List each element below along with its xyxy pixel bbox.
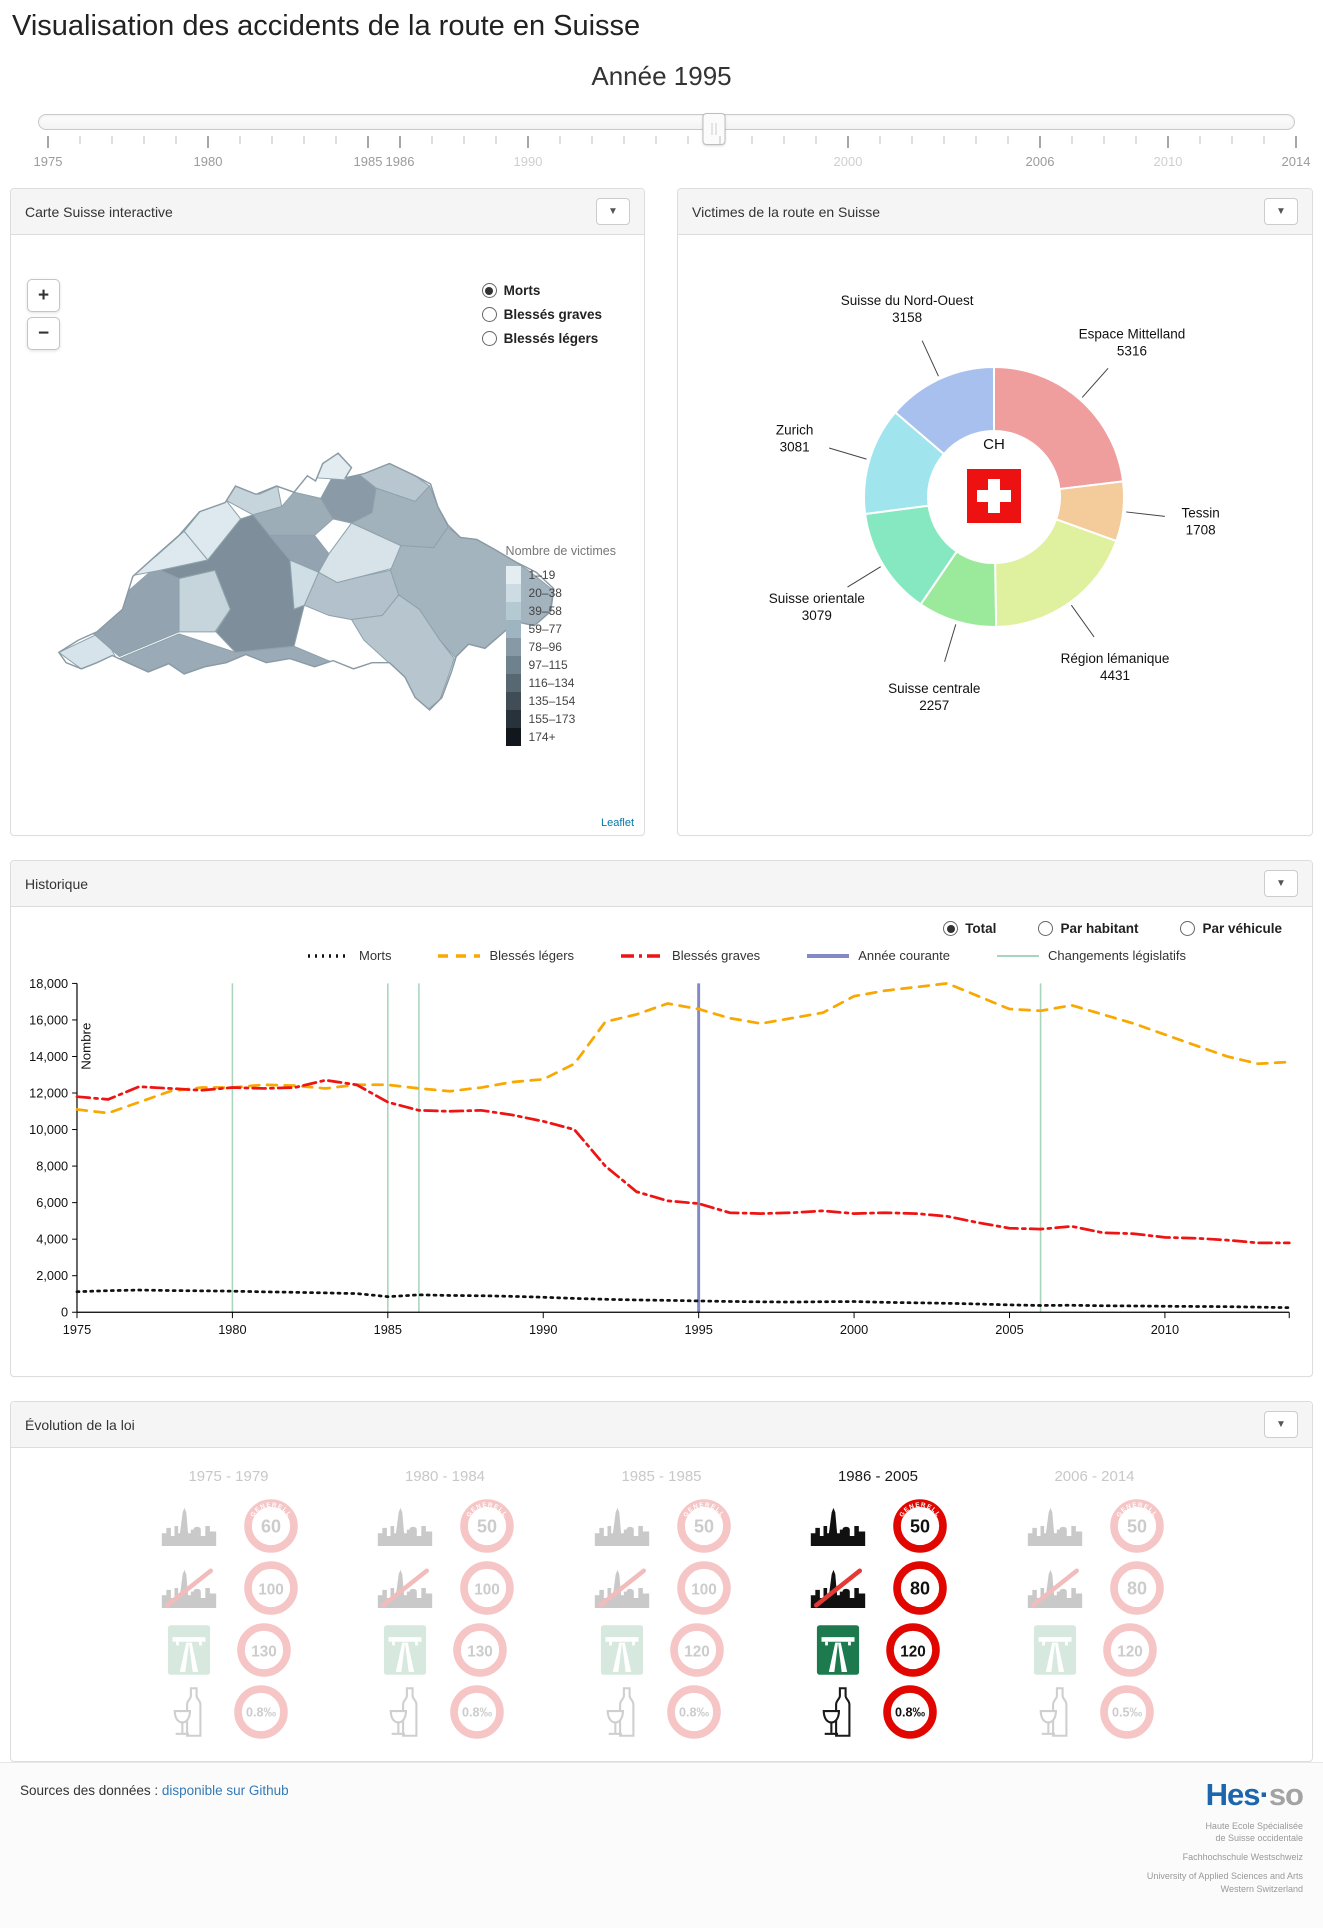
alcohol-bottle-icon (170, 1685, 208, 1739)
speed-sign-icon (883, 1685, 937, 1739)
legend-label: Blessés graves (672, 948, 761, 963)
map-legend-swatch (506, 620, 521, 638)
radio-map-bless-s-graves[interactable] (482, 307, 602, 322)
history-panel (10, 860, 1313, 1377)
law-period-column (1026, 1462, 1164, 1743)
history-line-chart (23, 965, 1302, 1365)
slider-tick-label: 1986 (385, 154, 415, 169)
x-tick-label: 1995 (684, 1321, 713, 1337)
svg-text:100: 100 (690, 1581, 717, 1599)
speed-sign-generell-icon (677, 1499, 731, 1553)
speed-sign-icon (667, 1685, 721, 1739)
svg-text:GENERELL: GENERELL (898, 1501, 942, 1519)
y-tick-label: 12,000 (29, 1085, 69, 1101)
law-rule-row (816, 1619, 940, 1681)
law-rule-row (819, 1681, 937, 1743)
legend-label: Morts (358, 948, 392, 963)
law-period-label: 1985 - 1985 (621, 1468, 702, 1485)
zoom-out-button[interactable]: − (27, 317, 60, 350)
donut-label-leader (945, 624, 956, 661)
victims-body (678, 235, 1312, 795)
x-tick-label: 2000 (839, 1321, 869, 1337)
y-tick-label: 16,000 (29, 1012, 69, 1028)
history-panel-title: Historique (25, 875, 89, 892)
donut-slice-label: Zurich 3081 (775, 422, 814, 455)
page-title: Visualisation des accidents de la route en Suisse (12, 10, 641, 42)
map-legend-item (506, 620, 616, 638)
victims-panel-header (678, 189, 1312, 235)
law-rule-row (167, 1619, 291, 1681)
law-rule-row (376, 1495, 514, 1557)
svg-text:0.5‰: 0.5‰ (1111, 1705, 1142, 1720)
history-legend-item (806, 948, 950, 963)
x-tick-label: 1975 (62, 1321, 92, 1337)
speed-sign-icon (450, 1685, 504, 1739)
donut-slice[interactable] (995, 519, 1116, 627)
map-zoom-controls (27, 279, 60, 350)
svg-text:100: 100 (474, 1581, 500, 1599)
map-legend-swatch (506, 728, 521, 746)
speed-sign-icon (234, 1685, 288, 1739)
x-tick-label: 2005 (995, 1321, 1024, 1337)
map-legend-title: Nombre de victimes (505, 544, 616, 558)
sources-text (20, 1779, 289, 1798)
speed-sign-icon (244, 1561, 298, 1615)
map-collapse-button[interactable]: ▼ (596, 198, 630, 225)
city-icon (593, 1505, 651, 1547)
leaflet-attribution-link[interactable]: Leaflet (600, 817, 634, 829)
map-legend-swatch (506, 692, 521, 710)
history-body (11, 907, 1312, 1376)
x-tick-label: 1990 (529, 1321, 558, 1337)
victims-panel-title: Victimes de la route en Suisse (692, 203, 881, 220)
github-link[interactable]: disponible sur Github (161, 1783, 289, 1798)
slider-tick-label: 1980 (193, 154, 223, 169)
radio-icon[interactable] (1180, 921, 1195, 936)
donut-label-leader (1126, 512, 1165, 516)
legend-line-sample-icon (806, 952, 850, 960)
law-rule-row (383, 1619, 507, 1681)
history-mode-radios (23, 915, 1300, 938)
year-slider-axis (10, 134, 1313, 178)
donut-label-leader (922, 341, 938, 376)
y-tick-label: 2,000 (36, 1268, 69, 1284)
donut-label-leader (1071, 605, 1094, 637)
radio-icon[interactable] (943, 921, 958, 936)
map-legend-swatch (506, 638, 521, 656)
svg-text:0.8‰: 0.8‰ (245, 1705, 276, 1720)
svg-text:50: 50 (1126, 1516, 1147, 1537)
slider-tick-label: 2006 (1025, 154, 1055, 169)
history-legend-item (620, 948, 760, 963)
speed-sign-icon (1100, 1685, 1154, 1739)
svg-text:0.8‰: 0.8‰ (894, 1705, 926, 1720)
law-panel-title: Évolution de la loi (25, 1416, 135, 1433)
city-end-icon (160, 1567, 218, 1609)
legend-label: Année courante (858, 948, 950, 963)
map-legend-item (506, 584, 616, 602)
map-legend-item (506, 710, 616, 728)
radio-map-morts[interactable] (482, 283, 602, 298)
law-rule-row (1036, 1681, 1154, 1743)
law-rule-row (376, 1557, 514, 1619)
y-tick-label: 0 (61, 1304, 69, 1320)
speed-sign-icon (1110, 1561, 1164, 1615)
series-bless-s-l-gers (77, 983, 1289, 1113)
top-row (10, 188, 1313, 836)
svg-text:130: 130 (250, 1643, 277, 1661)
map-panel-header (11, 189, 644, 235)
y-tick-label: 8,000 (36, 1158, 69, 1174)
page (0, 10, 1323, 1928)
svg-text:120: 120 (900, 1643, 926, 1661)
speed-sign-generell-icon (893, 1499, 947, 1553)
law-rule-row (1033, 1619, 1157, 1681)
y-tick-label: 18,000 (29, 975, 69, 991)
svg-text:80: 80 (1126, 1578, 1147, 1599)
donut-slice-label: Suisse centrale 2257 (888, 681, 981, 714)
radio-label: Morts (503, 283, 541, 298)
map-legend-swatch (506, 566, 521, 584)
svg-text:120: 120 (1116, 1643, 1143, 1661)
hes-so-wordmark: Hes·so (1205, 1777, 1303, 1812)
donut-label-leader (1082, 368, 1108, 397)
svg-text:50: 50 (909, 1516, 931, 1537)
law-rule-row (1026, 1495, 1164, 1557)
city-end-icon (1026, 1567, 1084, 1609)
map-legend-swatch (506, 602, 521, 620)
speed-sign-icon (1103, 1623, 1157, 1677)
law-period-label: 2006 - 2014 (1054, 1468, 1135, 1485)
speed-sign-generell-icon (460, 1499, 514, 1553)
alcohol-bottle-icon (1036, 1685, 1074, 1739)
history-chart-legend (193, 948, 1300, 963)
hes-so-logo (1147, 1779, 1303, 1902)
law-panel (10, 1401, 1313, 1762)
law-rule-row (160, 1495, 298, 1557)
speed-sign-icon (237, 1623, 291, 1677)
radio-icon[interactable] (1038, 921, 1053, 936)
map-legend-label: 116–134 (528, 675, 575, 690)
svg-text:GENERELL: GENERELL (681, 1501, 726, 1519)
sources-label: Sources des données : (20, 1783, 159, 1798)
map-legend-item (506, 638, 616, 656)
radio-icon[interactable] (482, 307, 497, 322)
series-bless-s-graves (77, 1080, 1289, 1243)
highway-icon (600, 1624, 644, 1676)
alcohol-bottle-icon (819, 1685, 857, 1739)
radio-label: Total (965, 921, 997, 936)
law-panel-header (11, 1402, 1312, 1448)
map-legend-item (506, 656, 616, 674)
speed-sign-icon (886, 1623, 940, 1677)
legend-line-sample-icon (620, 952, 664, 960)
map-panel-title: Carte Suisse interactive (25, 203, 173, 220)
map-legend-label: 39–58 (528, 603, 562, 618)
history-legend-item (437, 948, 574, 963)
speed-sign-icon (460, 1561, 514, 1615)
law-collapse-button[interactable]: ▼ (1264, 1411, 1298, 1438)
svg-text:GENERELL: GENERELL (465, 1501, 509, 1519)
law-rule-row (593, 1495, 731, 1557)
radio-history-par-v-hicule[interactable] (1180, 921, 1282, 936)
donut-slice-label: Tessin 1708 (1181, 505, 1220, 538)
zoom-in-button[interactable]: + (27, 279, 60, 312)
radio-label: Par habitant (1060, 921, 1139, 936)
y-tick-label: 10,000 (29, 1121, 69, 1137)
hes-so-subtext-group: Haute Ecole Spécialisée de Suisse occidentale (1205, 1821, 1303, 1844)
city-icon (160, 1505, 218, 1547)
speed-sign-icon (677, 1561, 731, 1615)
speed-sign-icon (670, 1623, 724, 1677)
map-body (11, 235, 644, 835)
law-rule-row (170, 1681, 288, 1743)
donut-slice-label: Suisse du Nord-Ouest 3158 (840, 293, 974, 326)
history-collapse-button[interactable]: ▼ (1264, 870, 1298, 897)
svg-text:50: 50 (476, 1516, 498, 1537)
law-rule-row (603, 1681, 721, 1743)
svg-text:0.8‰: 0.8‰ (461, 1705, 493, 1720)
law-period-column (376, 1462, 514, 1743)
map-legend-label: 97–115 (528, 657, 568, 672)
law-period-column (593, 1462, 731, 1743)
y-axis-title: Nombre (78, 1022, 94, 1070)
city-icon (1026, 1505, 1084, 1547)
svg-text:50: 50 (693, 1516, 714, 1537)
radio-map-bless-s-l-gers[interactable] (482, 331, 602, 346)
y-tick-label: 4,000 (36, 1231, 69, 1247)
map-legend-swatch (506, 656, 521, 674)
city-end-icon (593, 1567, 651, 1609)
history-panel-header (11, 861, 1312, 907)
svg-text:100: 100 (257, 1581, 284, 1599)
slider-tick-label: 2010 (1153, 154, 1183, 169)
svg-text:GENERELL: GENERELL (248, 1501, 293, 1519)
donut-slice-label: Suisse orientale 3079 (768, 590, 865, 623)
map-legend-swatch (506, 710, 521, 728)
victims-donut-chart (678, 235, 1310, 793)
slider-tick-label: 1985 (353, 154, 383, 169)
hes-so-subtext-group: Fachhochschule Westschweiz (1182, 1852, 1303, 1863)
map-legend-label: 135–154 (528, 693, 576, 708)
victims-panel (677, 188, 1313, 836)
highway-icon (1033, 1624, 1077, 1676)
law-rule-row (809, 1557, 947, 1619)
year-slider-track[interactable] (38, 114, 1295, 130)
map-legend-item (506, 674, 616, 692)
map-metric-radios (482, 283, 602, 346)
history-legend-item (307, 948, 392, 963)
radio-label: Par véhicule (1202, 921, 1282, 936)
highway-icon (816, 1624, 860, 1676)
map-legend-label: 155–173 (528, 711, 576, 726)
hes-so-subtext (1147, 1820, 1303, 1895)
x-tick-label: 2010 (1150, 1321, 1180, 1337)
legend-label: Changements législatifs (1047, 948, 1187, 963)
alcohol-bottle-icon (386, 1685, 424, 1739)
law-rule-row (809, 1495, 947, 1557)
donut-slice-label: Espace Mittelland 5316 (1078, 326, 1186, 359)
city-icon (376, 1505, 434, 1547)
map-legend-label: 174+ (528, 729, 556, 744)
radio-history-par-habitant[interactable] (1038, 921, 1138, 936)
map-legend-label: 78–96 (528, 639, 562, 654)
slider-tick-label: 2014 (1281, 154, 1311, 169)
svg-text:80: 80 (909, 1578, 931, 1599)
map-legend-item (506, 566, 616, 584)
svg-text:60: 60 (260, 1516, 281, 1537)
speed-sign-icon (453, 1623, 507, 1677)
svg-text:120: 120 (683, 1643, 710, 1661)
law-rule-row (593, 1557, 731, 1619)
svg-text:GENERELL: GENERELL (1114, 1501, 1159, 1519)
map-panel (10, 188, 645, 836)
speed-sign-generell-icon (244, 1499, 298, 1553)
legend-line-sample-icon (996, 952, 1040, 960)
law-rule-row (160, 1557, 298, 1619)
slider-tick-label: 1975 (33, 154, 63, 169)
law-rule-row (600, 1619, 724, 1681)
highway-icon (167, 1624, 211, 1676)
map-legend-swatch (506, 674, 521, 692)
map-legend (506, 545, 616, 746)
radio-label: Blessés légers (503, 331, 599, 346)
speed-sign-generell-icon (1110, 1499, 1164, 1553)
footer (0, 1762, 1323, 1928)
city-icon (809, 1505, 867, 1547)
map-legend-item (506, 602, 616, 620)
victims-collapse-button[interactable]: ▼ (1264, 198, 1298, 225)
speed-sign-icon (893, 1561, 947, 1615)
law-rule-row (1026, 1557, 1164, 1619)
x-tick-label: 1980 (218, 1321, 247, 1337)
map-legend-label: 20–38 (528, 585, 562, 600)
law-body (11, 1448, 1312, 1761)
map-legend-label: 1–19 (528, 567, 556, 582)
law-period-column (809, 1462, 947, 1743)
year-label: Année 1995 (591, 61, 732, 91)
svg-text:0.8‰: 0.8‰ (678, 1705, 709, 1720)
law-period-label: 1975 - 1979 (188, 1468, 269, 1485)
radio-history-total[interactable] (943, 921, 996, 936)
city-end-icon (376, 1567, 434, 1609)
map-legend-swatch (506, 584, 521, 602)
map-legend-item (506, 728, 616, 746)
donut-label-leader (829, 448, 866, 459)
law-period-column (160, 1462, 298, 1743)
y-tick-label: 14,000 (29, 1048, 69, 1064)
history-legend-item (996, 948, 1186, 963)
highway-icon (383, 1624, 427, 1676)
map-legend-item (506, 692, 616, 710)
alcohol-bottle-icon (603, 1685, 641, 1739)
x-tick-label: 1985 (373, 1321, 403, 1337)
law-period-label: 1986 - 2005 (837, 1468, 919, 1485)
law-period-label: 1980 - 1984 (404, 1468, 486, 1485)
legend-line-sample-icon (437, 952, 481, 960)
radio-label: Blessés graves (503, 307, 602, 322)
law-rule-row (386, 1681, 504, 1743)
slider-tick-label: 1990 (513, 154, 543, 169)
series-morts (77, 1290, 1289, 1308)
legend-label: Blessés légers (489, 948, 575, 963)
y-tick-label: 6,000 (36, 1195, 69, 1211)
slider-tick-label: 2000 (833, 154, 863, 169)
city-end-icon (809, 1567, 867, 1609)
donut-label-leader (847, 567, 880, 587)
hes-so-subtext-group: University of Applied Sciences and Arts Western Switzerland (1146, 1871, 1303, 1894)
legend-line-sample-icon (307, 952, 351, 960)
radio-icon[interactable] (482, 331, 497, 346)
map-legend-label: 59–77 (528, 621, 562, 636)
radio-icon[interactable] (482, 283, 497, 298)
donut-slice-label: Région lémanique 4431 (1060, 651, 1170, 684)
svg-text:130: 130 (467, 1643, 493, 1661)
donut-center-label: CH (983, 436, 1005, 453)
year-slider (10, 108, 1313, 174)
